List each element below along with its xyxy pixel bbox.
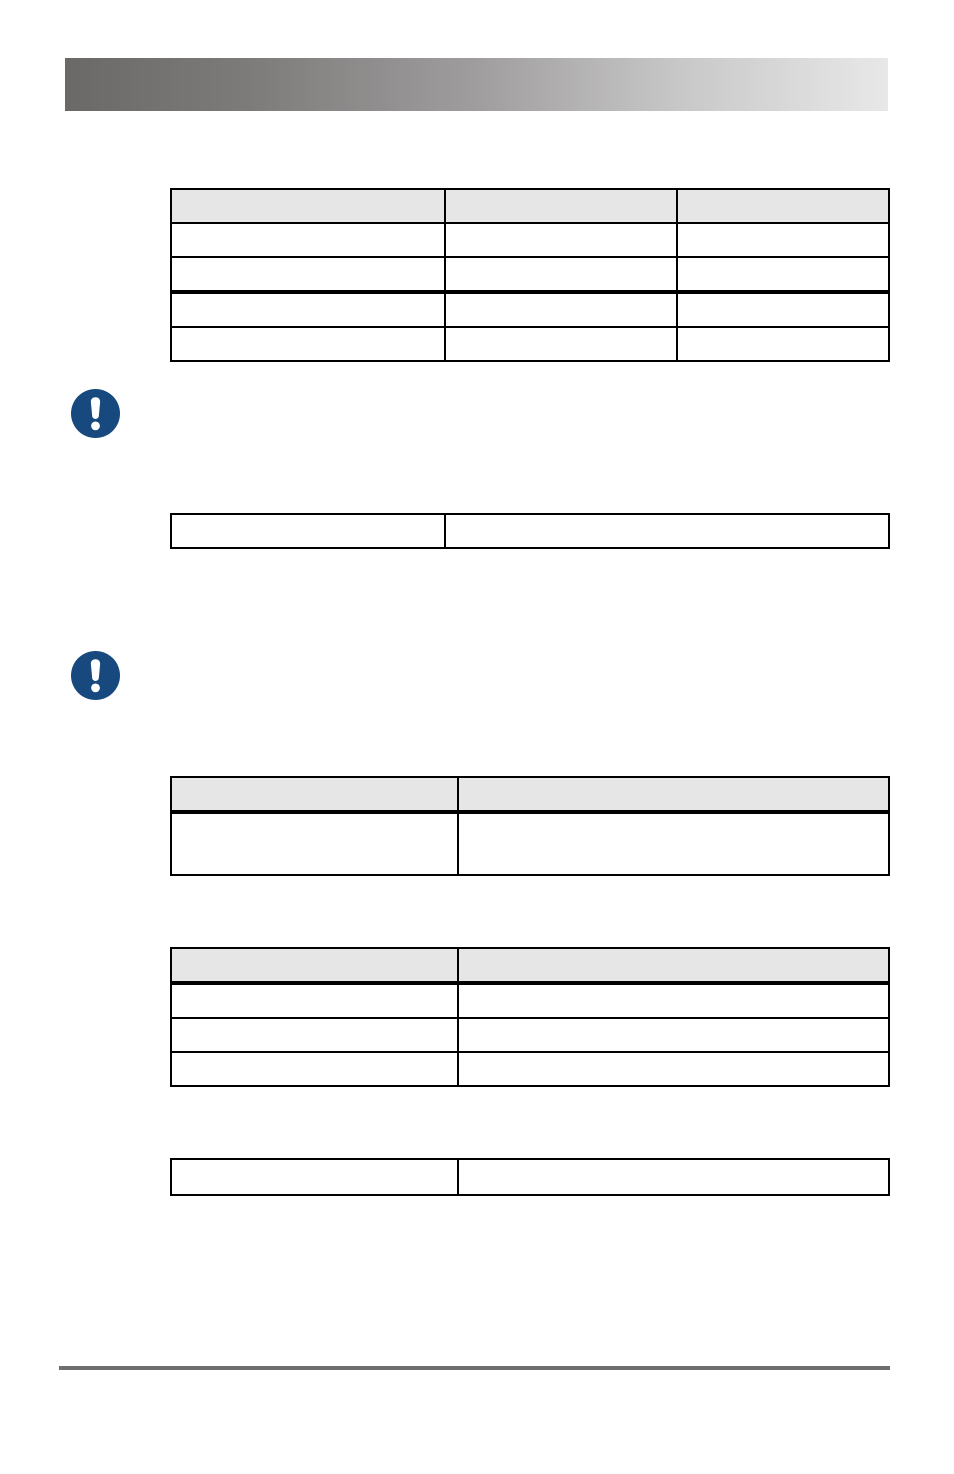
table-row [171,1018,889,1052]
table-header-cell [458,777,889,812]
exclamation-bar [91,659,100,681]
table-cell [171,257,445,292]
table-row [171,812,889,875]
table-cell [171,983,458,1018]
table-body [171,1159,889,1195]
table-header-row [171,948,889,983]
table-cell [458,1018,889,1052]
table-cell [458,812,889,875]
setting-table-2col-header [170,776,890,876]
important-notice-icon [71,651,120,700]
table-cell [445,292,677,327]
table-cell [171,812,458,875]
table-cell [445,257,677,292]
table-header-row [171,777,889,812]
table-header-cell [171,948,458,983]
table-cell [171,1052,458,1086]
table-cell [171,292,445,327]
table-header-cell [458,948,889,983]
table-header-cell [677,189,889,223]
chapter-header-gradient-bar [65,58,888,111]
table-cell [445,223,677,257]
table-row [171,1159,889,1195]
table-row [171,1052,889,1086]
table-header-row [171,189,889,223]
table-header-row [171,777,889,812]
note-table-2col [170,513,890,549]
table-cell [171,327,445,361]
options-table-2col-header [170,947,890,1087]
table-body [171,514,889,548]
table-row [171,223,889,257]
exclamation-dot [91,422,100,431]
table-body [171,223,889,361]
important-notice-icon [71,389,120,438]
footer-rule [59,1366,890,1370]
table-cell [171,223,445,257]
table-body [171,812,889,875]
table-row [171,327,889,361]
table-cell [677,257,889,292]
table-cell [445,514,889,548]
table-cell [677,327,889,361]
table-cell [171,1159,458,1195]
table-row [171,983,889,1018]
table-cell [458,1052,889,1086]
table-row [171,292,889,327]
spec-table-3col [170,188,890,362]
exclamation-bar [91,397,100,419]
table-cell [171,514,445,548]
table-cell [445,327,677,361]
exclamation-dot [91,684,100,693]
table-cell [171,1018,458,1052]
table-header-row [171,189,889,223]
note-table-2col [170,1158,890,1196]
table-cell [458,983,889,1018]
exclamation-circle-icon [71,651,120,700]
table-header-cell [171,777,458,812]
exclamation-circle-icon [71,389,120,438]
table-header-cell [445,189,677,223]
table-row [171,514,889,548]
table-cell [677,223,889,257]
table-header-row [171,948,889,983]
table-body [171,983,889,1086]
table-cell [458,1159,889,1195]
table-header-cell [171,189,445,223]
table-cell [677,292,889,327]
table-row [171,257,889,292]
